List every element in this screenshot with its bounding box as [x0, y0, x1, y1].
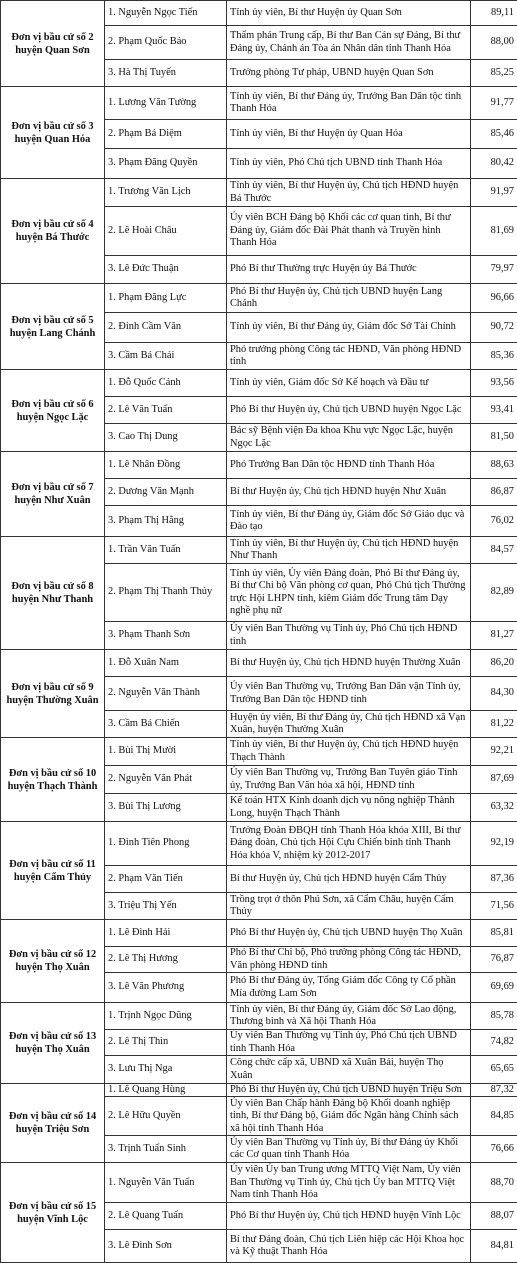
vote-percentage: 85,46 — [471, 120, 517, 149]
candidate-row — [1, 452, 517, 479]
vote-percentage: 88,70 — [471, 1163, 517, 1203]
candidate-row — [1, 920, 517, 947]
candidate-name: 1. Trần Văn Tuấn — [105, 537, 227, 564]
candidate-position: Ủy viên Ban Thường vụ, Trưởng Ban Tuyên giáo Tỉnh ủy, Trưởng Ban Văn hóa xã hội, HĐND tỉnh — [227, 766, 471, 794]
candidate-name: 3. Cầm Bá Chiến — [105, 711, 227, 738]
candidate-position: Tỉnh ủy viên, Giám đốc Sở Kế hoạch và Đầu tư — [227, 370, 471, 397]
vote-percentage: 69,69 — [471, 973, 517, 1003]
candidate-row — [1, 738, 517, 766]
candidate-name: 1. Lê Quang Hùng — [105, 1084, 227, 1097]
vote-percentage: 88,63 — [471, 452, 517, 479]
vote-percentage: 76,87 — [471, 947, 517, 973]
candidate-position: Ủy viên Ban Thường vụ Tỉnh ủy, Phó Chủ tịch UBND tỉnh Thanh Hóa — [227, 1030, 471, 1056]
candidate-position: Ủy viên Ban Thường vụ Tỉnh ủy, Bí thư Đảng ủy Khối các Cơ quan tỉnh Thanh Hóa — [227, 1136, 471, 1163]
candidate-name: 3. Lưu Thị Nga — [105, 1056, 227, 1084]
candidate-position: Phó Bí thư Huyện ủy, Chủ tịch UBND huyện Lang Chánh — [227, 284, 471, 313]
candidate-name: 2. Phạm Bá Diệm — [105, 120, 227, 149]
candidate-name: 1. Phạm Đăng Lực — [105, 284, 227, 313]
vote-percentage: 82,89 — [471, 564, 517, 622]
candidate-name: 3. Lê Đình Sơn — [105, 1230, 227, 1263]
vote-percentage: 96,66 — [471, 284, 517, 313]
candidate-position: Trồng trọt ở thôn Phú Sơn, xã Cẩm Châu, huyện Cẩm Thủy — [227, 893, 471, 920]
constituency-cell: Đơn vị bầu cử số 15 huyện Vĩnh Lộc — [1, 1163, 105, 1263]
constituency-cell: Đơn vị bầu cử số 11 huyện Cẩm Thủy — [1, 822, 105, 920]
candidate-name: 2. Nguyễn Văn Thành — [105, 677, 227, 711]
candidate-name: 2. Lê Thị Hương — [105, 947, 227, 973]
candidate-name: 3. Hà Thị Tuyến — [105, 60, 227, 87]
candidate-name: 1. Bùi Thị Mười — [105, 738, 227, 766]
candidate-name: 3. Cầm Bá Chải — [105, 343, 227, 370]
candidate-name: 2. Phạm Văn Tiến — [105, 866, 227, 893]
vote-percentage: 91,97 — [471, 179, 517, 207]
vote-percentage: 89,11 — [471, 1, 517, 26]
candidate-position: Phó Bí thư Huyện ủy, Chủ tịch UBND huyện Triệu Sơn — [227, 1084, 471, 1097]
constituency-cell: Đơn vị bầu cử số 9 huyện Thường Xuân — [1, 650, 105, 738]
vote-percentage: 81,27 — [471, 622, 517, 650]
vote-percentage: 85,25 — [471, 60, 517, 87]
candidate-position: Tỉnh ủy viên, Bí thư Huyện ủy Quan Hóa — [227, 120, 471, 149]
candidate-name: 1. Nguyễn Ngọc Tiến — [105, 1, 227, 26]
vote-percentage: 84,30 — [471, 677, 517, 711]
candidate-position: Ủy viên Ban Chấp hành Đảng bộ Khối doanh nghiệp tỉnh, Bí thư Đảng bộ, Giám đốc Ngân hàng Chính sách xã hội tỉnh Thanh Hóa — [227, 1097, 471, 1136]
constituency-cell: Đơn vị bầu cử số 4 huyện Bá Thước — [1, 179, 105, 284]
vote-percentage: 92,21 — [471, 738, 517, 766]
candidate-name: 3. Lê Văn Phương — [105, 973, 227, 1003]
candidate-name: 2. Lê Văn Tuấn — [105, 397, 227, 424]
candidate-name: 2. Phạm Quốc Bảo — [105, 26, 227, 60]
vote-percentage: 87,32 — [471, 1084, 517, 1097]
vote-percentage: 87,69 — [471, 766, 517, 794]
candidate-position: Bí thư Đảng đoàn, Chủ tịch Liên hiệp các Hội Khoa học và Kỹ thuật Thanh Hóa — [227, 1230, 471, 1263]
candidate-position: Ủy viên Ủy ban Trung ương MTTQ Việt Nam, Ủy viên Ban Thường vụ Tỉnh ủy, Chủ tịch Ủy ban MTTQ Việt Nam tỉnh Thanh Hóa — [227, 1163, 471, 1203]
candidate-row — [1, 1, 517, 26]
candidate-name: 2. Dương Văn Mạnh — [105, 479, 227, 506]
candidate-position: Phó Bí thư Thường trực Huyện ủy Bá Thước — [227, 256, 471, 284]
constituency-cell: Đơn vị bầu cử số 3 huyện Quan Hóa — [1, 87, 105, 179]
vote-percentage: 84,81 — [471, 1230, 517, 1263]
candidate-row — [1, 1003, 517, 1030]
vote-percentage: 80,42 — [471, 149, 517, 179]
candidate-name: 1. Trịnh Ngọc Dũng — [105, 1003, 227, 1030]
vote-percentage: 86,87 — [471, 479, 517, 506]
vote-percentage: 74,82 — [471, 1030, 517, 1056]
candidate-position: Trưởng Đoàn ĐBQH tỉnh Thanh Hóa khóa XIII, Bí thư Đảng đoàn, Chủ tịch Hội Cựu Chiến binh tỉnh Thanh Hóa khóa V, nhiệm kỳ 2012-2017 — [227, 822, 471, 866]
vote-percentage: 93,41 — [471, 397, 517, 424]
vote-percentage: 85,78 — [471, 1003, 517, 1030]
candidate-position: Ủy viên Ban Thường vụ Tỉnh ủy, Phó Chủ tịch HĐND tỉnh — [227, 622, 471, 650]
candidate-position: Tỉnh ủy viên, Bí thư Đảng ủy, Giám đốc Sở Tài Chính — [227, 313, 471, 343]
vote-percentage: 93,56 — [471, 370, 517, 397]
candidate-position: Huyện ủy viên, Bí thư Đảng ủy, Chủ tịch HĐND xã Vạn Xuân, huyện Thường Xuân — [227, 711, 471, 738]
candidate-position: Tỉnh ủy viên, Bí thư Đảng ủy, Giám đốc Sở Lao động, Thương binh và Xã hội Thanh Hóa — [227, 1003, 471, 1030]
candidate-position: Phó trưởng phòng Công tác HĐND, Văn phòng HĐND tỉnh — [227, 343, 471, 370]
vote-percentage: 81,22 — [471, 711, 517, 738]
candidate-name: 3. Phạm Đăng Quyền — [105, 149, 227, 179]
vote-percentage: 85,36 — [471, 343, 517, 370]
candidate-position: Tỉnh ủy viên, Bí thư Đảng ủy, Giám đốc Sở Giáo dục và Đào tạo — [227, 506, 471, 537]
vote-percentage: 84,85 — [471, 1097, 517, 1136]
candidate-position: Phó Trưởng Ban Dân tộc HĐND tỉnh Thanh Hóa — [227, 452, 471, 479]
candidate-position: Công chức cấp xã, UBND xã Xuân Bái, huyện Thọ Xuân — [227, 1056, 471, 1084]
vote-percentage: 81,69 — [471, 207, 517, 256]
candidate-name: 2. Lê Thị Thìn — [105, 1030, 227, 1056]
vote-percentage: 65,65 — [471, 1056, 517, 1084]
vote-percentage: 81,50 — [471, 424, 517, 452]
vote-percentage: 71,56 — [471, 893, 517, 920]
constituency-cell: Đơn vị bầu cử số 13 huyện Thọ Xuân — [1, 1003, 105, 1084]
candidate-name: 1. Đỗ Quốc Cảnh — [105, 370, 227, 397]
candidate-name: 3. Bùi Thị Lương — [105, 794, 227, 822]
candidate-name: 1. Đỗ Xuân Nam — [105, 650, 227, 677]
candidate-row — [1, 822, 517, 866]
candidate-position: Tỉnh ủy viên, Bí thư Đảng ủy, Trưởng Ban Dân tộc tỉnh Thanh Hóa — [227, 87, 471, 120]
candidate-name: 3. Lê Đức Thuận — [105, 256, 227, 284]
candidate-position: Trưởng phòng Tư pháp, UBND huyện Quan Sơn — [227, 60, 471, 87]
candidate-row — [1, 284, 517, 313]
candidate-name: 2. Lê Hữu Quyền — [105, 1097, 227, 1136]
candidate-position: Bí thư Huyện ủy, Chủ tịch HĐND huyện Thường Xuân — [227, 650, 471, 677]
candidate-row — [1, 1084, 517, 1097]
vote-percentage: 63,32 — [471, 794, 517, 822]
election-results-body — [1, 1, 517, 1263]
candidate-row — [1, 370, 517, 397]
candidate-name: 1. Lê Đình Hải — [105, 920, 227, 947]
constituency-cell: Đơn vị bầu cử số 14 huyện Triệu Sơn — [1, 1084, 105, 1163]
vote-percentage: 76,66 — [471, 1136, 517, 1163]
candidate-position: Kế toán HTX Kinh doanh dịch vụ nông nghiệp Thành Long, huyện Thạch Thành — [227, 794, 471, 822]
constituency-cell: Đơn vị bầu cử số 10 huyện Thạch Thành — [1, 738, 105, 822]
candidate-position: Thẩm phán Trung cấp, Bí thư Ban Cán sự Đảng, Bí thư Đảng ủy, Chánh án Tòa án Nhân dân tỉnh Thanh Hóa — [227, 26, 471, 60]
constituency-cell: Đơn vị bầu cử số 2 huyện Quan Sơn — [1, 1, 105, 87]
candidate-row — [1, 537, 517, 564]
candidate-position: Phó Bí thư Chi bộ, Phó trưởng phòng Công tác HĐND, Văn phòng HĐND tỉnh — [227, 947, 471, 973]
candidate-position: Tỉnh ủy viên, Bí thư Huyện ủy Quan Sơn — [227, 1, 471, 26]
candidate-position: Tỉnh ủy viên, Bí thư Huyện ủy, Chủ tịch HĐND huyện Bá Thước — [227, 179, 471, 207]
constituency-cell: Đơn vị bầu cử số 8 huyện Như Thanh — [1, 537, 105, 650]
vote-percentage: 91,77 — [471, 87, 517, 120]
candidate-position: Phó Bí thư Huyện ủy, Chủ tịch UBND huyện Ngọc Lặc — [227, 397, 471, 424]
candidate-row — [1, 650, 517, 677]
candidate-position: Bí thư Huyện ủy, Chủ tịch HĐND huyện Cẩm Thủy — [227, 866, 471, 893]
candidate-position: Tỉnh ủy viên, Bí thư Huyện ủy, Chủ tịch HĐND huyện Thạch Thành — [227, 738, 471, 766]
candidate-name: 3. Phạm Thanh Sơn — [105, 622, 227, 650]
vote-percentage: 88,00 — [471, 26, 517, 60]
candidate-name: 2. Phạm Thị Thanh Thủy — [105, 564, 227, 622]
candidate-position: Ủy viên BCH Đảng bộ Khối các cơ quan tỉnh, Bí thư Đảng ủy, Giám đốc Đài Phát thanh và Truyền hình Thanh Hóa — [227, 207, 471, 256]
candidate-position: Bác sỹ Bệnh viện Đa khoa Khu vực Ngọc Lặc, huyện Ngọc Lặc — [227, 424, 471, 452]
vote-percentage: 76,02 — [471, 506, 517, 537]
vote-percentage: 86,20 — [471, 650, 517, 677]
vote-percentage: 84,57 — [471, 537, 517, 564]
constituency-cell: Đơn vị bầu cử số 5 huyện Lang Chánh — [1, 284, 105, 370]
vote-percentage: 85,81 — [471, 920, 517, 947]
candidate-name: 1. Trương Văn Lịch — [105, 179, 227, 207]
vote-percentage: 88,07 — [471, 1203, 517, 1230]
candidate-position: Phó Bí thư Huyện ủy, Chủ tịch HĐND huyện Vĩnh Lộc — [227, 1203, 471, 1230]
candidate-row — [1, 1163, 517, 1203]
candidate-name: 3. Triệu Thị Yến — [105, 893, 227, 920]
candidate-name: 3. Phạm Thị Hằng — [105, 506, 227, 537]
vote-percentage: 92,19 — [471, 822, 517, 866]
vote-percentage: 79,97 — [471, 256, 517, 284]
vote-percentage: 87,36 — [471, 866, 517, 893]
candidate-name: 2. Lê Hoài Châu — [105, 207, 227, 256]
candidate-name: 3. Trịnh Tuấn Sinh — [105, 1136, 227, 1163]
candidate-position: Phó Bí thư Đảng ủy, Tổng Giám đốc Công ty Cổ phần Mía đường Lam Sơn — [227, 973, 471, 1003]
candidate-name: 2. Nguyễn Văn Phát — [105, 766, 227, 794]
candidate-position: Ủy viên Ban Thường vụ, Trưởng Ban Dân vận Tỉnh ủy, Trưởng Ban Dân tộc HĐND tỉnh — [227, 677, 471, 711]
candidate-name: 1. Lương Văn Tường — [105, 87, 227, 120]
candidate-row — [1, 87, 517, 120]
candidate-position: Tỉnh ủy viên, Phó Chủ tịch UBND tỉnh Thanh Hóa — [227, 149, 471, 179]
candidate-position: Phó Bí thư Huyện ủy, Chủ tịch UBND huyện Thọ Xuân — [227, 920, 471, 947]
candidate-name: 1. Nguyễn Văn Tuấn — [105, 1163, 227, 1203]
candidate-position: Tỉnh ủy viên, Ủy viên Đảng đoàn, Phó Bí thư Đảng ủy, Bí thư Chi bộ Văn phòng cơ quan, Phó Chủ tịch Thường trực Hội LHPN tỉnh, kiêm Giám đốc Trung tâm Dạy nghề phụ nữ — [227, 564, 471, 622]
candidate-name: 1. Đinh Tiên Phong — [105, 822, 227, 866]
candidate-position: Tỉnh ủy viên, Bí thư Huyện ủy, Chủ tịch HĐND huyện Như Thanh — [227, 537, 471, 564]
candidate-row — [1, 179, 517, 207]
vote-percentage: 90,72 — [471, 313, 517, 343]
candidate-name: 1. Lê Nhân Đồng — [105, 452, 227, 479]
constituency-cell: Đơn vị bầu cử số 6 huyện Ngọc Lặc — [1, 370, 105, 452]
candidate-name: 3. Cao Thị Dung — [105, 424, 227, 452]
candidate-name: 2. Đinh Cầm Vân — [105, 313, 227, 343]
constituency-cell: Đơn vị bầu cử số 12 huyện Thọ Xuân — [1, 920, 105, 1003]
constituency-cell: Đơn vị bầu cử số 7 huyện Như Xuân — [1, 452, 105, 537]
candidate-position: Bí thư Huyện ủy, Chủ tịch HĐND huyện Như Xuân — [227, 479, 471, 506]
candidate-name: 2. Lê Quang Tuấn — [105, 1203, 227, 1230]
